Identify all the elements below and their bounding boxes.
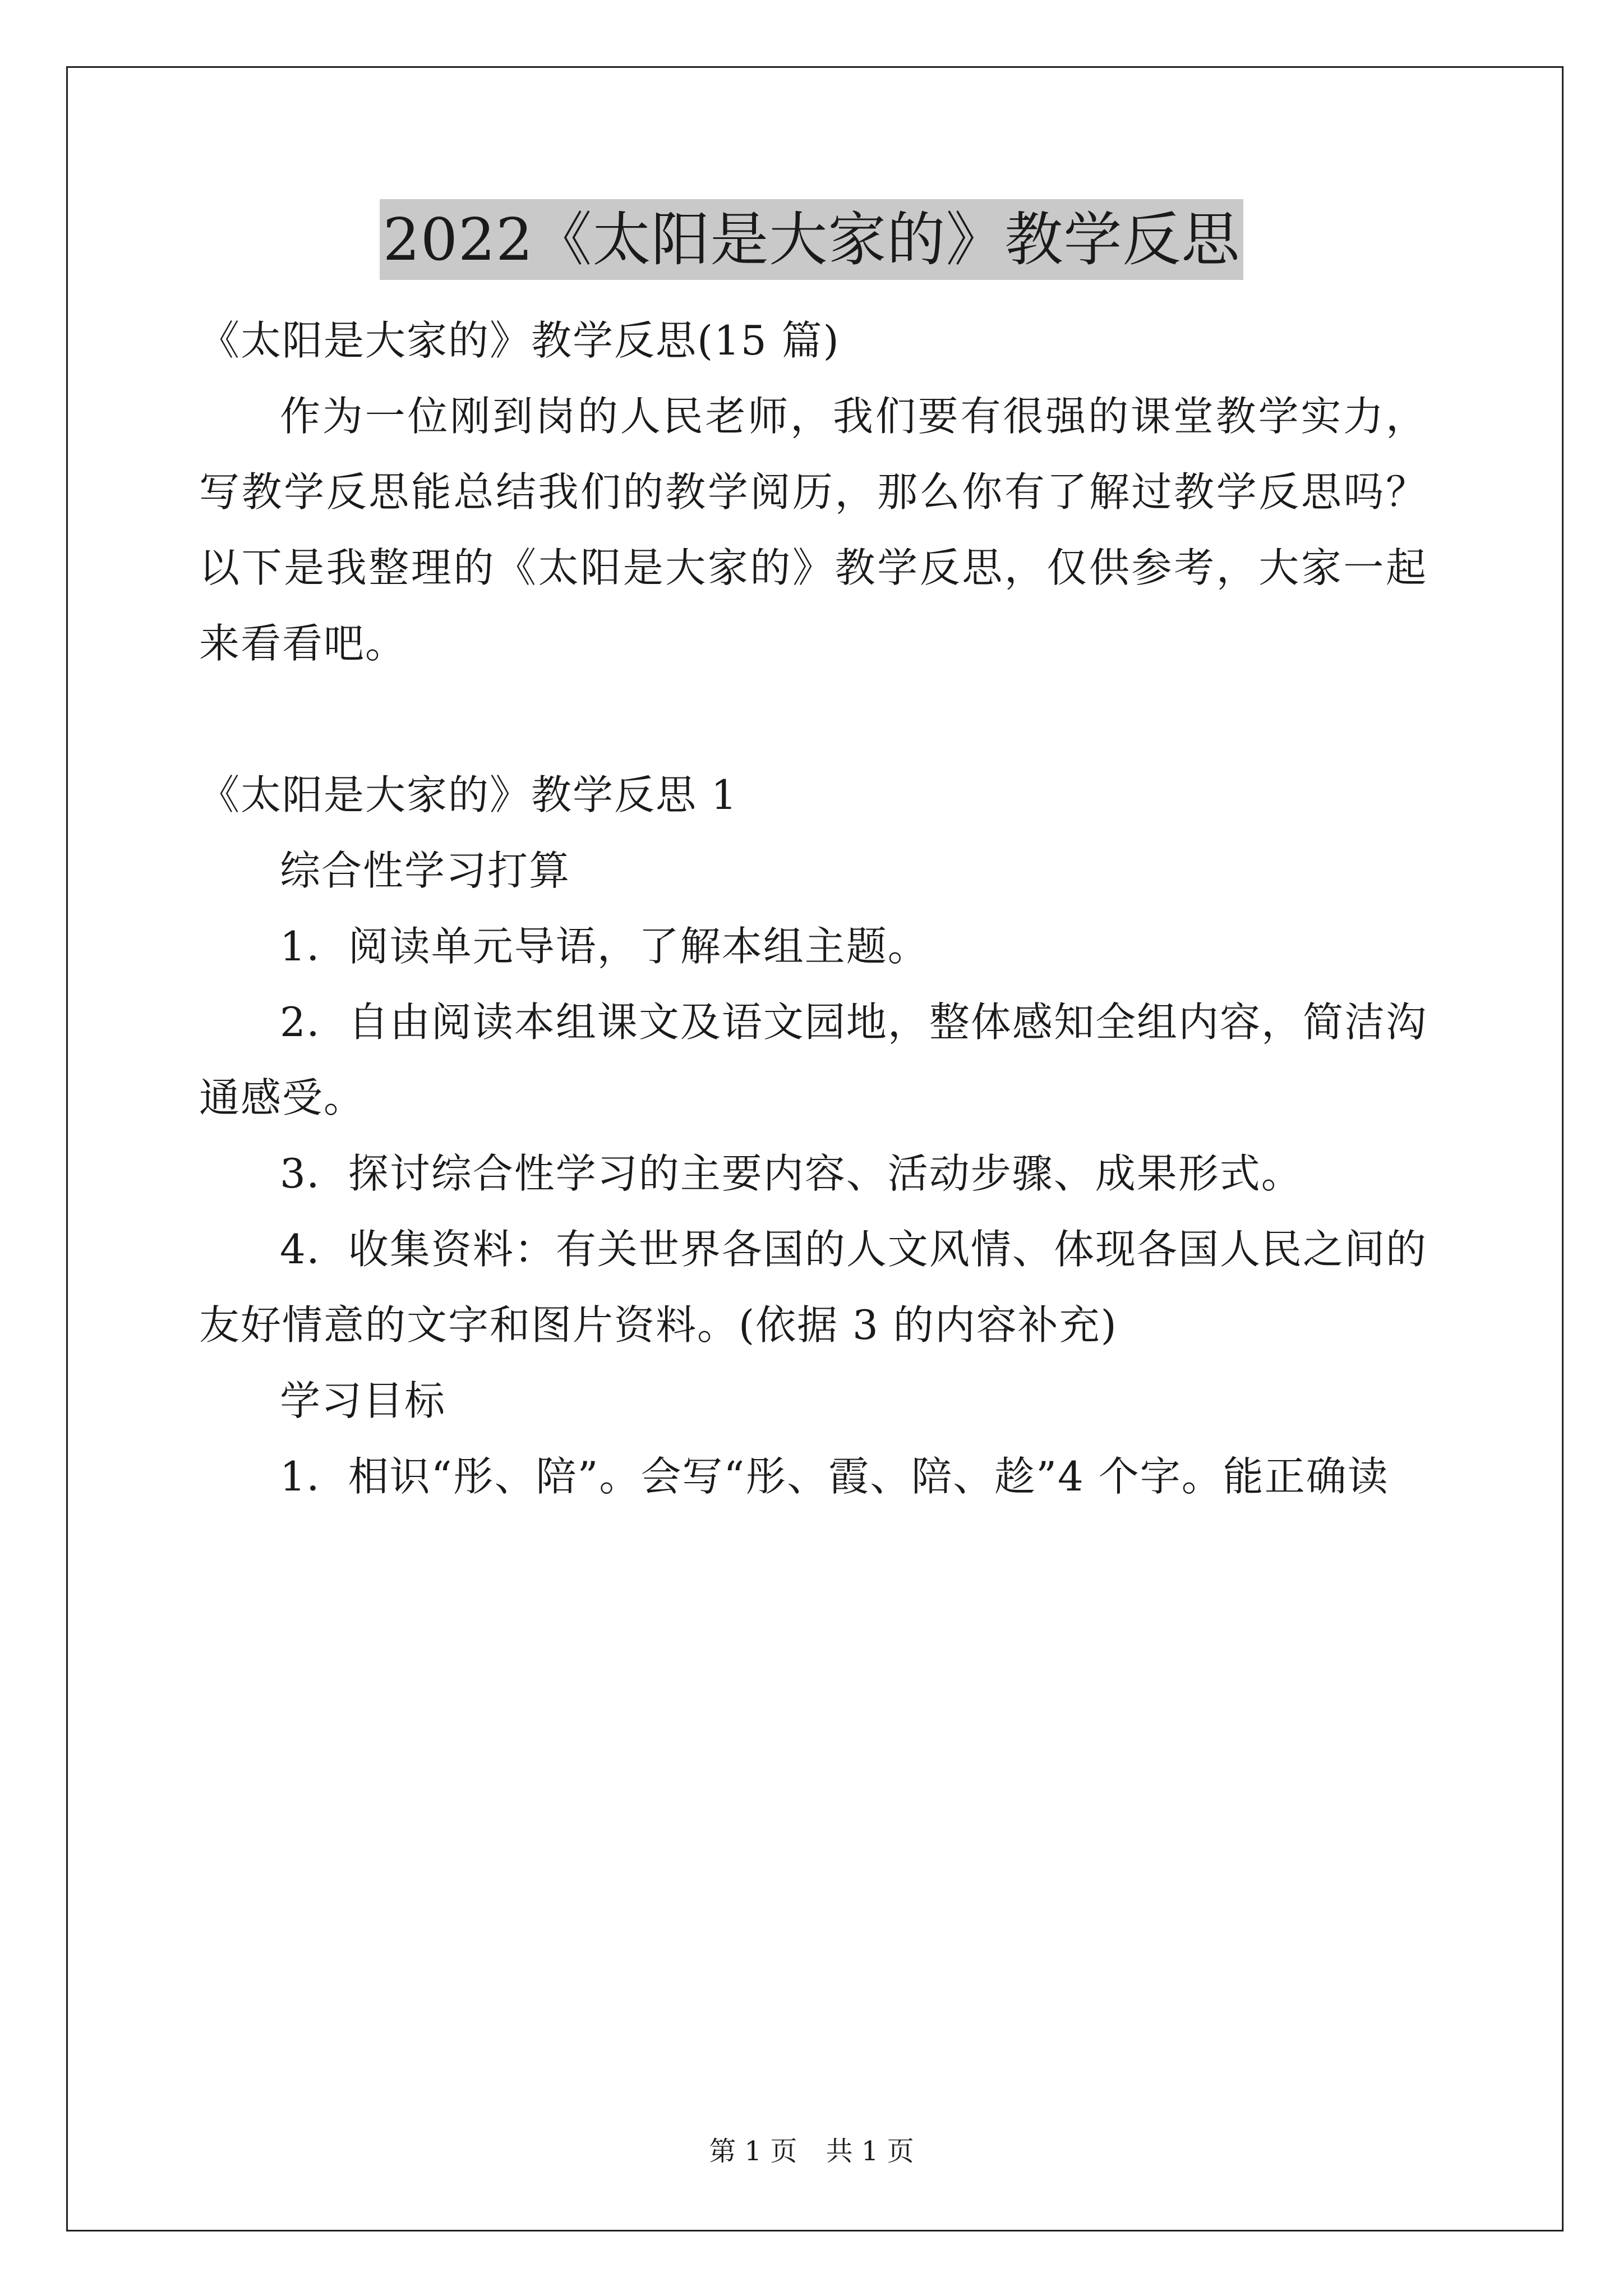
page-number-current: 第 1 页	[709, 2136, 797, 2167]
document-subtitle: 《太阳是大家的》教学反思(15 篇)	[199, 317, 840, 364]
goals-heading: 学习目标	[280, 1377, 446, 1424]
document-title: 2022《太阳是大家的》教学反思	[380, 199, 1244, 280]
goals-item: 1．相识“彤、陪”。会写“彤、霞、陪、趁”4 个字。能正确读	[280, 1453, 1389, 1500]
plan-item: 1．阅读单元导语，了解本组主题。	[280, 923, 929, 970]
plan-item: 3．探讨综合性学习的主要内容、活动步骤、成果形式。	[280, 1150, 1303, 1197]
page-footer	[0, 2134, 1623, 2168]
section-heading: 《太阳是大家的》教学反思 1	[199, 771, 738, 818]
plan-heading: 综合性学习打算	[280, 847, 571, 894]
title-container	[0, 199, 1623, 280]
document-body	[199, 303, 1427, 1515]
intro-paragraph: 作为一位刚到岗的人民老师，我们要有很强的课堂教学实力，写教学反思能总结我们的教学阅历，那么你有了解过教学反思吗？以下是我整理的《太阳是大家的》教学反思，仅供参考，大家一起来看看吧。	[199, 393, 1427, 667]
plan-item: 2．自由阅读本组课文及语文园地，整体感知全组内容，简洁沟通感受。	[199, 999, 1427, 1121]
plan-item: 4．收集资料：有关世界各国的人文风情、体现各国人民之间的友好情意的文字和图片资料。(依据 3 的内容补充)	[199, 1226, 1427, 1349]
page-number-total: 共 1 页	[826, 2136, 914, 2167]
